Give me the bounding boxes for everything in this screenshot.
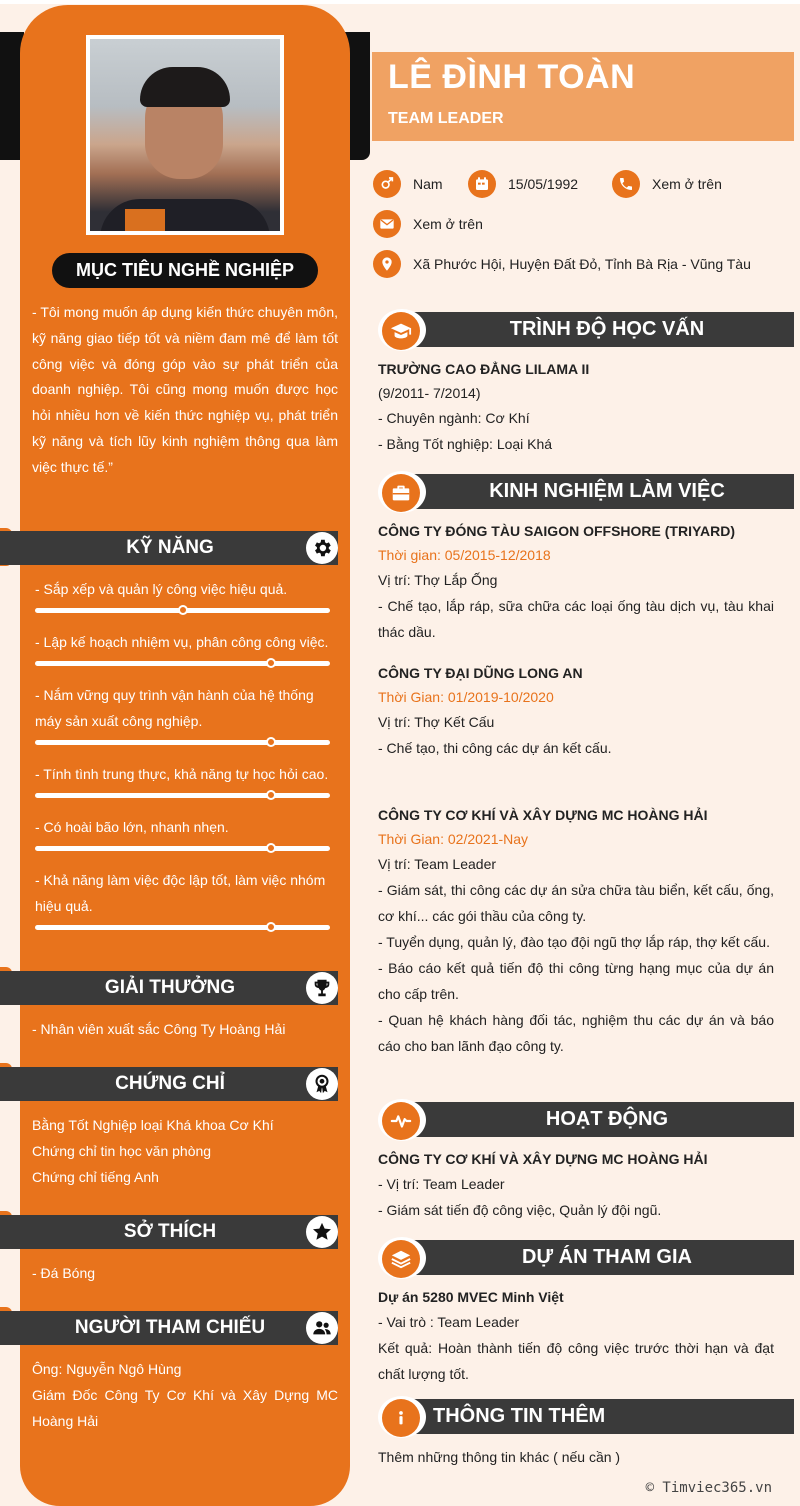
activity-role: - Vị trí: Team Leader <box>378 1176 505 1192</box>
icon-ring <box>378 1237 426 1279</box>
contact-birthday <box>468 170 578 198</box>
reference-name: Ông: Nguyễn Ngô Hùng <box>32 1361 182 1377</box>
job-time: Thời Gian: 01/2019-10/2020 <box>378 689 554 705</box>
skill-bar <box>35 925 330 930</box>
certificate-item: Chứng chỉ tiếng Anh <box>32 1169 159 1185</box>
email-icon <box>373 210 401 238</box>
skill-bar <box>35 793 330 798</box>
job-position: Vị trí: Thợ Kết Cấu <box>378 714 495 730</box>
project-result: Kết quả: Hoàn thành tiến độ công việc trước thời hạn và đạt chất lượng tốt. <box>378 1340 774 1382</box>
education-header <box>378 309 794 349</box>
awards-header <box>0 971 338 1005</box>
certificate-item: Bằng Tốt Nghiệp loại Khá khoa Cơ Khí <box>32 1117 274 1133</box>
skill-item: - Sắp xếp và quản lý công việc hiệu quả. <box>35 581 288 597</box>
full-name: LÊ ĐÌNH TOÀN <box>388 58 636 96</box>
experience-bar <box>400 474 794 509</box>
education-bar <box>400 312 794 347</box>
phone-icon <box>612 170 640 198</box>
activity-org: CÔNG TY CƠ KHÍ VÀ XÂY DỰNG MC HOÀNG HẢI <box>378 1151 708 1167</box>
pulse-icon <box>382 1102 420 1140</box>
projects-bar <box>400 1240 794 1275</box>
project-role: - Vai trò : Team Leader <box>378 1314 520 1330</box>
skills-header <box>0 531 338 565</box>
skill-knob <box>266 790 276 800</box>
certificates-title: CHỨNG CHỈ <box>115 1073 225 1094</box>
skill-bar <box>35 740 330 745</box>
education-period: (9/2011- 7/2014) <box>378 385 481 401</box>
skill-item: - Lập kế hoạch nhiệm vụ, phân công công việc. <box>35 634 329 650</box>
icon-ring <box>378 471 426 513</box>
education-major: - Chuyên ngành: Cơ Khí <box>378 410 530 426</box>
hobbies-header <box>0 1215 338 1249</box>
reference-position: Giám Đốc Công Ty Cơ Khí và Xây Dựng MC Hoàng Hải <box>32 1387 338 1429</box>
location-icon <box>373 250 401 278</box>
icon-ring <box>378 1396 426 1438</box>
skill-bar <box>35 846 330 851</box>
skill-knob <box>266 843 276 853</box>
objective-text: - Tôi mong muốn áp dụng kiến thức chuyên môn, kỹ năng giao tiếp tốt và niềm đam mê để làm tốt công việc và đóng góp vào sự phát triển của doanh nghiệp. Tôi cũng mong muốn được học hỏi nhiều hơn về kiến thức nghiệp vụ, phát triển kỹ năng và tích lũy kinh nghiệm thông qua làm việc thực tế.” <box>32 304 338 475</box>
job-company: CÔNG TY CƠ KHÍ VÀ XÂY DỰNG MC HOÀNG HẢI <box>378 807 708 823</box>
extra-title: THÔNG TIN THÊM <box>433 1405 606 1427</box>
experience-header <box>378 471 794 511</box>
job-desc: - Tuyển dụng, quản lý, đào tạo đội ngũ thợ lắp ráp, thợ kết cấu. <box>378 934 770 950</box>
job-company: CÔNG TY ĐÓNG TÀU SAIGON OFFSHORE (TRIYARD) <box>378 523 736 539</box>
address-text: Xã Phước Hội, Huyện Đất Đỏ, Tỉnh Bà Rịa - Vũng Tàu <box>413 256 751 272</box>
photo-hair <box>140 67 230 107</box>
certificates-header <box>0 1067 338 1101</box>
contact-email <box>373 210 483 238</box>
education-title: TRÌNH ĐỘ HỌC VẤN <box>509 318 705 340</box>
top-band <box>0 0 800 4</box>
skills-title: KỸ NĂNG <box>126 537 214 558</box>
gear-icon <box>306 532 338 564</box>
phone-text: Xem ở trên <box>652 176 722 192</box>
skill-bar <box>35 608 330 613</box>
education-degree: - Bằng Tốt nghiệp: Loại Khá <box>378 436 553 452</box>
job-position: Vị trí: Team Leader <box>378 856 497 872</box>
hobbies-title: SỞ THÍCH <box>123 1221 217 1242</box>
objective-title: MỤC TIÊU NGHỀ NGHIỆP <box>52 253 318 288</box>
skill-bar <box>35 661 330 666</box>
job-desc: - Báo cáo kết quả tiến độ thi công từng hạng mục của dự án cho cấp trên. <box>378 960 774 1002</box>
award-item: - Nhân viên xuất sắc Công Ty Hoàng Hải <box>32 1021 286 1037</box>
star-icon <box>306 1216 338 1248</box>
skill-knob <box>266 922 276 932</box>
projects-title: DỰ ÁN THAM GIA <box>522 1246 692 1268</box>
activities-title: HOẠT ĐỘNG <box>545 1108 669 1130</box>
contact-gender <box>373 170 443 198</box>
email-text: Xem ở trên <box>413 216 483 232</box>
info-icon <box>382 1399 420 1437</box>
skill-item: - Tính tình trung thực, khả năng tự học hỏi cao. <box>35 766 329 782</box>
skill-item: - Có hoài bão lớn, nhanh nhẹn. <box>35 819 229 835</box>
extra-header <box>378 1396 794 1436</box>
job-position: Vị trí: Thợ Lắp Ống <box>378 572 498 588</box>
job-time: Thời Gian: 02/2021-Nay <box>378 831 529 847</box>
activities-bar <box>400 1102 794 1137</box>
skill-item: - Khả năng làm việc độc lập tốt, làm việc nhóm hiệu quả. <box>35 872 326 914</box>
people-icon <box>306 1312 338 1344</box>
project-name: Dự án 5280 MVEC Minh Việt <box>378 1289 564 1305</box>
skill-knob <box>266 737 276 747</box>
photo-collar <box>125 209 165 231</box>
activity-desc: - Giám sát tiến độ công việc, Quản lý đội ngũ. <box>378 1202 662 1218</box>
extra-bar <box>400 1399 794 1434</box>
school-name: TRƯỜNG CAO ĐẲNG LILAMA II <box>378 361 590 377</box>
briefcase-icon <box>382 474 420 512</box>
extra-text: Thêm những thông tin khác ( nếu cần ) <box>378 1449 621 1465</box>
trophy-icon <box>306 972 338 1004</box>
layers-icon <box>382 1240 420 1278</box>
experience-title: KINH NGHIỆM LÀM VIỆC <box>489 480 725 502</box>
job-company: CÔNG TY ĐẠI DŨNG LONG AN <box>378 665 583 681</box>
footer-watermark: © Timviec365.vn <box>645 1480 772 1496</box>
awards-title: GIẢI THƯỞNG <box>104 977 236 998</box>
job-desc: - Chế tạo, thi công các dự án kết cấu. <box>378 740 612 756</box>
gender-icon <box>373 170 401 198</box>
photo-image <box>90 39 280 231</box>
references-header <box>0 1311 338 1345</box>
birthday-text: 15/05/1992 <box>508 176 579 192</box>
job-time: Thời gian: 05/2015-12/2018 <box>378 547 551 563</box>
job-title: TEAM LEADER <box>388 110 504 127</box>
references-title: NGƯỜI THAM CHIẾU <box>74 1317 266 1338</box>
gender-text: Nam <box>413 176 443 192</box>
skill-item: - Nắm vững quy trình vận hành của hệ thống máy sản xuất công nghiệp. <box>35 687 314 729</box>
contact-phone <box>612 170 722 198</box>
projects-header <box>378 1237 794 1277</box>
job-desc: - Quan hệ khách hàng đối tác, nghiệm thu các dự án và báo cáo cho ban lãnh đạo công ty. <box>378 1012 774 1054</box>
certificate-item: Chứng chỉ tin học văn phòng <box>32 1143 212 1159</box>
hobby-item: - Đá Bóng <box>32 1265 96 1281</box>
profile-photo <box>86 35 284 235</box>
icon-ring <box>378 1099 426 1141</box>
contact-address <box>373 250 751 278</box>
skill-knob <box>178 605 188 615</box>
name-box <box>372 52 794 141</box>
activities-header <box>378 1099 794 1139</box>
skill-knob <box>266 658 276 668</box>
icon-ring <box>378 309 426 351</box>
job-desc: - Giám sát, thi công các dự án sửa chữa tàu biển, kết cấu, ống, cơ khí... các gói thầu của công ty. <box>378 882 774 924</box>
medal-icon <box>306 1068 338 1100</box>
calendar-icon <box>468 170 496 198</box>
job-desc: - Chế tạo, lắp ráp, sữa chữa các loại ống tàu dịch vụ, tàu khai thác dầu. <box>378 598 774 640</box>
graduation-cap-icon <box>382 312 420 350</box>
